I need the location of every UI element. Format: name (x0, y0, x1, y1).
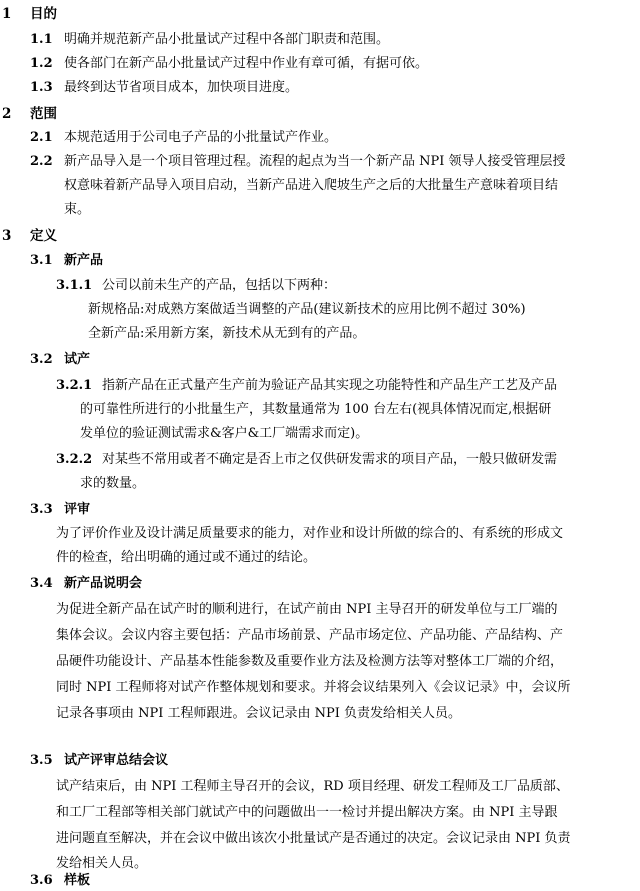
def-3-5-line-4: 发给相关人员。 (56, 856, 148, 871)
item-1-3-text: 最终到达节省项目成本，加快项目进度。 (64, 80, 299, 95)
def-3-4-line-1: 为促进全新产品在试产时的顺利进行，在试产前由 NPI 主导召开的研发单位与工厂端的 (56, 602, 558, 617)
section-1-number: 1 (2, 6, 12, 22)
section-3-number: 3 (2, 228, 12, 244)
def-3-2-2-number: 3.2.2 (56, 452, 93, 467)
def-3-5-number: 3.5 (30, 753, 53, 768)
item-2-2-line-1: 新产品导入是一个项目管理过程。流程的起点为当一个新产品 NPI 领导人接受管理层授 (64, 154, 566, 169)
item-2-2-line-2: 权意味着新产品导入项目启动，当新产品进入爬坡生产之后的大批量生产意味着项目结 (64, 178, 559, 193)
def-3-2-2-line-1: 对某些不常用或者不确定是否上市之仅供研发需求的项目产品，一般只做研发需 (102, 452, 558, 467)
def-3-6-number: 3.6 (30, 873, 53, 888)
def-3-6-title: 样板 (64, 873, 91, 888)
section-2-title: 范围 (30, 106, 57, 122)
def-3-1-title: 新产品 (64, 253, 104, 268)
def-3-2-1-number: 3.2.1 (56, 378, 93, 393)
def-3-5-line-1: 试产结束后，由 NPI 工程师主导召开的会议，RD 项目经理、研发工程师及工厂品质部、 (56, 779, 569, 794)
item-1-1-text: 明确并规范新产品小批量试产过程中各部门职责和范围。 (64, 32, 390, 47)
item-1-1-number: 1.1 (30, 32, 53, 47)
def-3-2-number: 3.2 (30, 352, 53, 367)
def-3-2-2-line-2: 求的数量。 (80, 476, 146, 491)
section-2-number: 2 (2, 106, 12, 122)
def-3-4-line-4: 同时 NPI 工程师将对试产作整体规划和要求。并将会议结果列入《会议记录》中，会议所 (56, 680, 571, 695)
def-3-1-1-number: 3.1.1 (56, 278, 93, 293)
def-3-2-1-line-3: 发单位的验证测试需求&客户&工厂端需求而定)。 (80, 426, 369, 441)
def-3-3-number: 3.3 (30, 502, 53, 517)
def-3-4-line-2: 集体会议。会议内容主要包括：产品市场前景、产品市场定位、产品功能、产品结构、产 (56, 628, 564, 643)
def-3-1-line-2: 全新产品:采用新方案，新技术从无到有的产品。 (88, 326, 366, 341)
item-1-2-text: 使各部门在新产品小批量试产过程中作业有章可循，有据可依。 (64, 56, 429, 71)
def-3-1-number: 3.1 (30, 253, 53, 268)
def-3-5-title: 试产评审总结会议 (64, 753, 169, 768)
def-3-5-line-2: 和工厂工程部等相关部门就试产中的问题做出一一检讨并提出解决方案。由 NPI 主导跟 (56, 805, 558, 820)
def-3-3-line-2: 件的检查，给出明确的通过或不通过的结论。 (56, 550, 317, 565)
def-3-2-1-line-1: 指新产品在正式量产生产前为验证产品其实现之功能特性和产品生产工艺及产品 (102, 378, 558, 393)
def-3-3-line-1: 为了评价作业及设计满足质量要求的能力，对作业和设计所做的综合的、有系统的形成文 (56, 526, 564, 541)
def-3-1-line-1: 新规格品:对成熟方案做适当调整的产品(建议新技术的应用比例不超过 30%) (88, 302, 526, 317)
item-2-1-text: 本规范适用于公司电子产品的小批量试产作业。 (64, 130, 338, 145)
def-3-4-title: 新产品说明会 (64, 576, 143, 591)
item-2-2-number: 2.2 (30, 154, 53, 169)
def-3-2-1-line-2: 的可靠性所进行的小批量生产，其数量通常为 100 台左右(视具体情况而定,根据研 (80, 402, 552, 417)
def-3-4-line-5: 记录各事项由 NPI 工程师跟进。会议记录由 NPI 负责发给相关人员。 (56, 706, 462, 721)
def-3-3-title: 评审 (64, 502, 91, 517)
def-3-5-line-3: 进问题直至解决，并在会议中做出该次小批量试产是否通过的决定。会议记录由 NPI 负责 (56, 831, 571, 846)
item-2-2-line-3: 束。 (64, 202, 91, 217)
def-3-4-number: 3.4 (30, 576, 53, 591)
item-1-2-number: 1.2 (30, 56, 53, 71)
section-1-title: 目的 (30, 6, 57, 22)
def-3-4-line-3: 品硬件功能设计、产品基本性能参数及重要作业方法及检测方法等对整体工厂端的介绍， (56, 654, 564, 669)
def-3-2-title: 试产 (64, 352, 91, 367)
def-3-1-1-text: 公司以前未生产的产品，包括以下两种： (102, 278, 337, 293)
item-1-3-number: 1.3 (30, 80, 53, 95)
section-3-title: 定义 (30, 228, 57, 244)
item-2-1-number: 2.1 (30, 130, 53, 145)
